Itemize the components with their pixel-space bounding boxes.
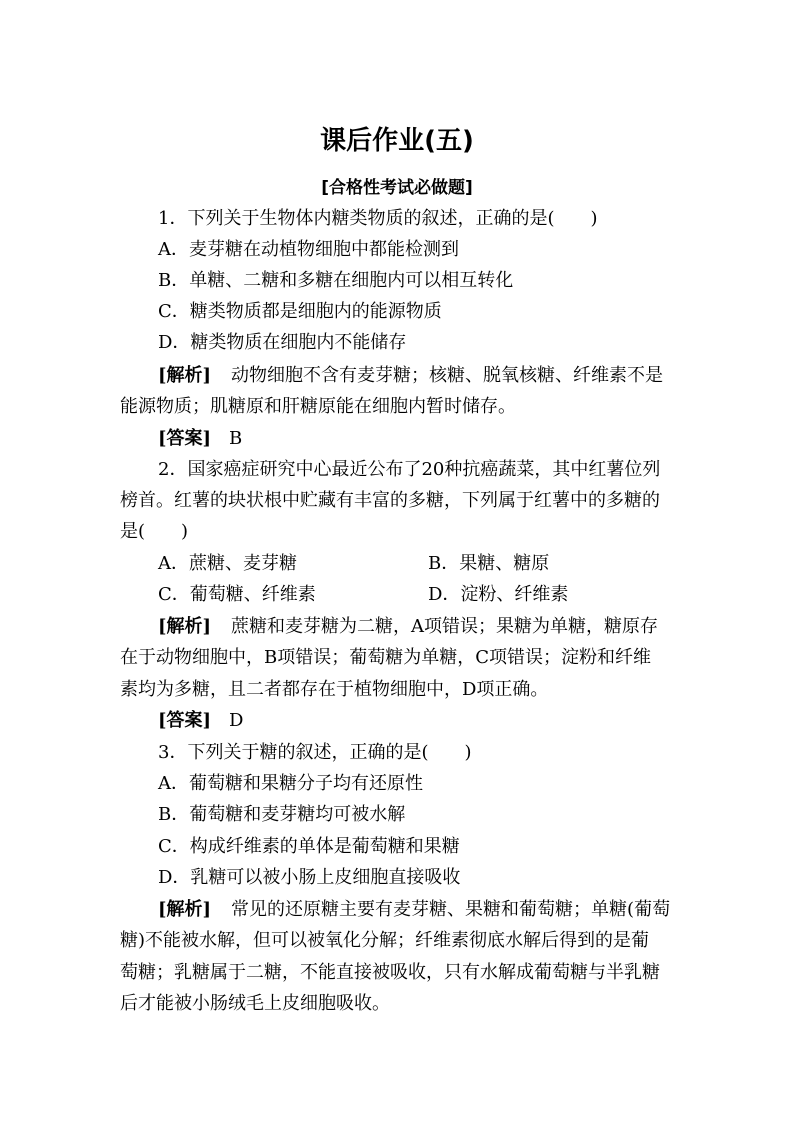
- q3-analysis-text-4: 后才能被小肠绒毛上皮细胞吸收。: [120, 993, 390, 1014]
- q1-answer-line: [158, 425, 242, 453]
- q2-options-row-1: [158, 550, 550, 578]
- q2-stem-1: 2．国家癌症研究中心最近公布了20种抗癌蔬菜，其中红薯位列: [158, 459, 661, 480]
- q3-analysis-text-3: 萄糖；乳糖属于二糖，不能直接被吸收，只有水解成葡萄糖与半乳糖: [120, 962, 660, 983]
- q2-analysis-line: [158, 613, 658, 641]
- q1-option-a: A．麦芽糖在动植物细胞中都能检测到: [158, 239, 459, 260]
- q3-option-c: C．构成纤维素的单体是葡萄糖和果糖: [158, 836, 460, 857]
- section-heading: [合格性考试必做题]: [321, 178, 473, 198]
- q2-option-c: C．葡萄糖、纤维素: [158, 584, 316, 605]
- q3-option-d: D．乳糖可以被小肠上皮细胞直接吸收: [158, 867, 461, 888]
- q2-options-row-2: [158, 581, 569, 609]
- q1-analysis-line: [158, 362, 663, 390]
- q3-analysis-line: [158, 896, 670, 924]
- q2-stem-2: 榜首。红薯的块状根中贮藏有丰富的多糖，下列属于红薯中的多糖的: [120, 490, 660, 511]
- q2-answer-tag: [答案]: [158, 710, 212, 731]
- q1-analysis-text-1: 动物细胞不含有麦芽糖；核糖、脱氧核糖、纤维素不是: [231, 365, 664, 386]
- q3-option-a: A．葡萄糖和果糖分子均有还原性: [158, 773, 423, 794]
- q3-stem: 3．下列关于糖的叙述，正确的是( ): [158, 742, 472, 763]
- q2-analysis-tag: [解析]: [158, 616, 212, 637]
- q3-option-b: B．葡萄糖和麦芽糖均可被水解: [158, 804, 406, 825]
- q2-option-b: B．果糖、糖原: [428, 553, 550, 574]
- q1-option-b: B．单糖、二糖和多糖在细胞内可以相互转化: [158, 270, 514, 291]
- q2-answer-line: [158, 707, 243, 735]
- q3-analysis-tag: [解析]: [158, 899, 212, 920]
- page-title: 课后作业(五): [320, 126, 474, 156]
- q1-answer-tag: [答案]: [158, 428, 212, 449]
- q3-analysis-text-1: 常见的还原糖主要有麦芽糖、果糖和葡萄糖；单糖(葡萄: [231, 899, 671, 920]
- q1-stem: 1．下列关于生物体内糖类物质的叙述，正确的是( ): [158, 208, 598, 229]
- q1-analysis-tag: [解析]: [158, 365, 212, 386]
- q2-option-a: A．蔗糖、麦芽糖: [158, 553, 297, 574]
- q2-analysis-text-2: 在于动物细胞中，B项错误；葡萄糖为单糖，C项错误；淀粉和纤维: [120, 647, 651, 668]
- q1-answer: B: [229, 428, 243, 449]
- q2-analysis-text-3: 素均为多糖，且二者都存在于植物细胞中，D项正确。: [120, 679, 549, 700]
- q1-analysis-text-2: 能源物质；肌糖原和肝糖原能在细胞内暂时储存。: [120, 396, 516, 417]
- q3-analysis-text-2: 糖)不能被水解，但可以被氧化分解；纤维素彻底水解后得到的是葡: [120, 930, 650, 951]
- q1-option-d: D．糖类物质在细胞内不能储存: [158, 332, 407, 353]
- q2-option-d: D．淀粉、纤维素: [428, 584, 569, 605]
- q2-stem-3: 是( ): [120, 521, 189, 542]
- q2-analysis-text-1: 蔗糖和麦芽糖为二糖，A项错误；果糖为单糖，糖原存: [231, 616, 659, 637]
- q2-answer: D: [229, 710, 244, 731]
- q1-option-c: C．糖类物质都是细胞内的能源物质: [158, 301, 442, 322]
